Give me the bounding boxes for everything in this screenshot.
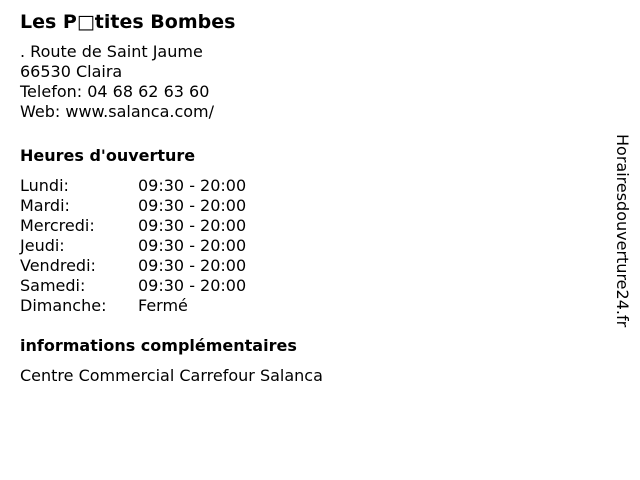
website-link[interactable]: Web: www.salanca.com/ [20,102,215,121]
day-label: Mercredi: [20,216,95,235]
time-value: Fermé [138,296,188,315]
hours-table [20,176,590,316]
hours-row-monday [20,176,590,196]
info-title: informations complémentaires [20,336,297,355]
address-street: . Route de Saint Jaume [20,42,203,61]
time-value: 09:30 - 20:00 [138,196,247,215]
store-name: Les P□tites Bombes [20,11,236,33]
address-block [20,42,590,122]
hours-row-sunday [20,296,590,316]
day-label: Vendredi: [20,256,96,275]
hours-row-tuesday [20,196,590,216]
store-details [20,10,590,386]
phone-number: Telefon: 04 68 62 63 60 [20,82,210,101]
time-value: 09:30 - 20:00 [138,256,247,275]
side-brand-text: Horairesdouverture24.fr [613,134,632,328]
address-city: 66530 Claira [20,62,123,81]
time-value: 09:30 - 20:00 [138,176,247,195]
day-label: Jeudi: [20,236,65,255]
hours-row-thursday [20,236,590,256]
time-value: 09:30 - 20:00 [138,216,247,235]
info-text: Centre Commercial Carrefour Salanca [20,366,323,385]
day-label: Lundi: [20,176,69,195]
hours-row-friday [20,256,590,276]
hours-row-wednesday [20,216,590,236]
day-label: Mardi: [20,196,70,215]
hours-title: Heures d'ouverture [20,146,196,165]
time-value: 09:30 - 20:00 [138,276,247,295]
day-label: Dimanche: [20,296,107,315]
time-value: 09:30 - 20:00 [138,236,247,255]
day-label: Samedi: [20,276,86,295]
hours-row-saturday [20,276,590,296]
